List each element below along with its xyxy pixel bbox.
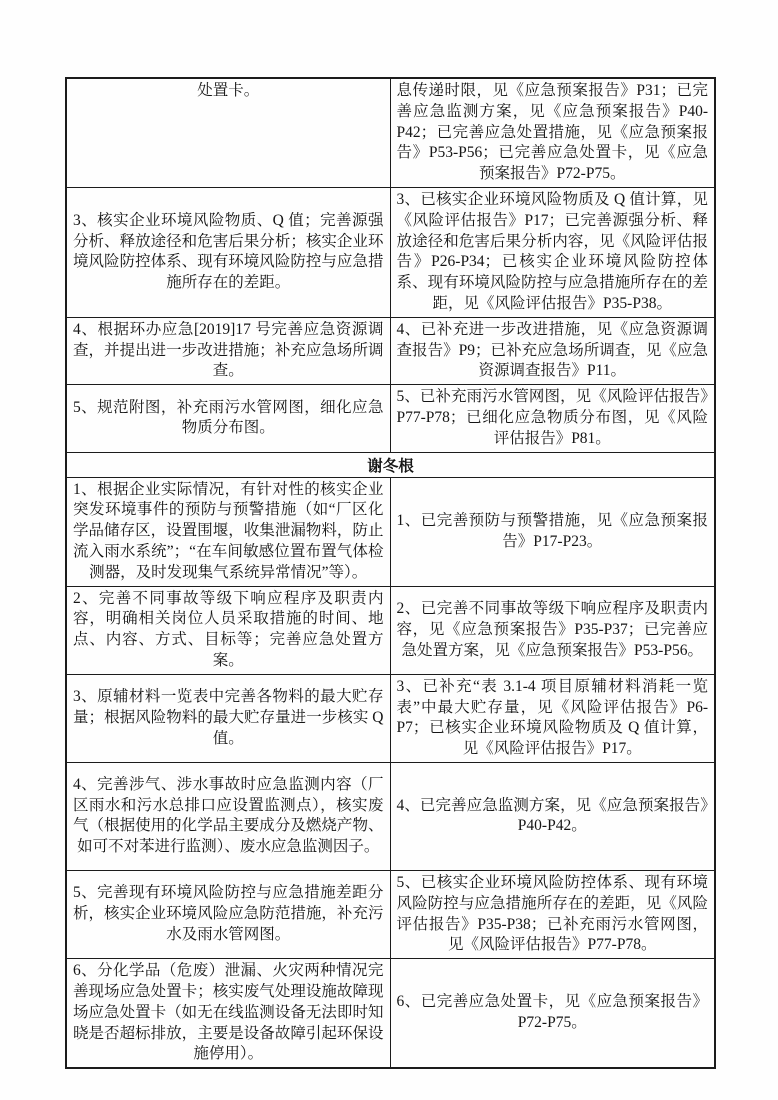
table-row: [66, 959, 715, 1068]
response-cell: 5、已核实企业环境风险防控体系、现有环境风险防控与应急措施所存在的差距，见《风险评估报告》P35-P38；已补充雨污水管网图，见《风险评估报告》P77-P78。: [390, 870, 715, 958]
requirement-cell: 3、原辅材料一览表中完善各物料的最大贮存量；根据风险物料的最大贮存量进一步核实 Q 值。: [66, 674, 390, 762]
table-row: [66, 78, 715, 188]
requirement-cell: 处置卡。: [66, 78, 390, 188]
requirement-cell: 5、完善现有环境风险防控与应急措施差距分析，核实企业环境风险应急防范措施，补充污水及雨水管网图。: [66, 870, 390, 958]
response-cell: 3、已核实企业环境风险物质及 Q 值计算，见《风险评估报告》P17；已完善源强分析、释放途径和危害后果分析内容，见《风险评估报告》P26-P34；已核实企业环境风险防控体系、现有环境风险防控与应急措施所存在的差距，见《风险评估报告》P35-P38。: [390, 188, 715, 318]
table-row: [66, 385, 715, 452]
requirement-cell: 6、分化学品（危废）泄漏、火灾两种情况完善现场应急处置卡；核实废气处理设施故障现场应急处置卡（如无在线监测设备无法即时知晓是否超标排放，主要是设备故障引起环保设施停用）。: [66, 959, 390, 1068]
response-cell: 1、已完善预防与预警措施，见《应急预案报告》P17-P23。: [390, 477, 715, 586]
table-row: [66, 188, 715, 318]
requirement-cell: 4、根据环办应急[2019]17 号完善应急资源调查，并提出进一步改进措施；补充应急场所调查。: [66, 317, 390, 384]
response-cell: 2、已完善不同事故等级下响应程序及职责内容，见《应急预案报告》P35-P37；已完善应急处置方案，见《应急预案报告》P53-P56。: [390, 586, 715, 674]
requirement-cell: 2、完善不同事故等级下响应程序及职责内容，明确相关岗位人员采取措施的时间、地点、内容、方式、目标等；完善应急处置方案。: [66, 586, 390, 674]
response-cell: 息传递时限，见《应急预案报告》P31；已完善应急监测方案，见《应急预案报告》P40-P42；已完善应急处置措施，见《应急预案报告》P53-P56；已完善应急处置卡，见《应急预案报告》P72-P75。: [390, 78, 715, 188]
review-table: [65, 77, 716, 1069]
table-row: [66, 674, 715, 762]
response-cell: 4、已补充进一步改进措施，见《应急资源调查报告》P9；已补充应急场所调查，见《应急资源调查报告》P11。: [390, 317, 715, 384]
reviewer-name-header: 谢冬根: [66, 452, 715, 477]
requirement-cell: 5、规范附图，补充雨污水管网图，细化应急物质分布图。: [66, 385, 390, 452]
response-cell: 4、已完善应急监测方案，见《应急预案报告》P40-P42。: [390, 762, 715, 870]
response-cell: 3、已补充“表 3.1-4 项目原辅材料消耗一览表”中最大贮存量，见《风险评估报告》P6-P7；已核实企业环境风险物质及 Q 值计算，见《风险评估报告》P17。: [390, 674, 715, 762]
response-cell: 6、已完善应急处置卡，见《应急预案报告》P72-P75。: [390, 959, 715, 1068]
table-row: [66, 762, 715, 870]
reviewer-header-row: [66, 452, 715, 477]
table-row: [66, 477, 715, 586]
response-cell: 5、已补充雨污水管网图，见《风险评估报告》P77-P78；已细化应急物质分布图，见《风险评估报告》P81。: [390, 385, 715, 452]
table-row: [66, 586, 715, 674]
table-row: [66, 317, 715, 384]
table-row: [66, 870, 715, 958]
requirement-cell: 1、根据企业实际情况，有针对性的核实企业突发环境事件的预防与预警措施（如“厂区化学品储存区，设置围堰，收集泄漏物料，防止流入雨水系统”；“在车间敏感位置布置气体检测器，及时发现集气系统异常情况”等）。: [66, 477, 390, 586]
requirement-cell: 4、完善涉气、涉水事故时应急监测内容（厂区雨水和污水总排口应设置监测点），核实废气（根据使用的化学品主要成分及燃烧产物、如可不对苯进行监测）、废水应急监测因子。: [66, 762, 390, 870]
requirement-cell: 3、核实企业环境风险物质、Q 值；完善源强分析、释放途径和危害后果分析；核实企业环境风险防控体系、现有环境风险防控与应急措施所存在的差距。: [66, 188, 390, 318]
